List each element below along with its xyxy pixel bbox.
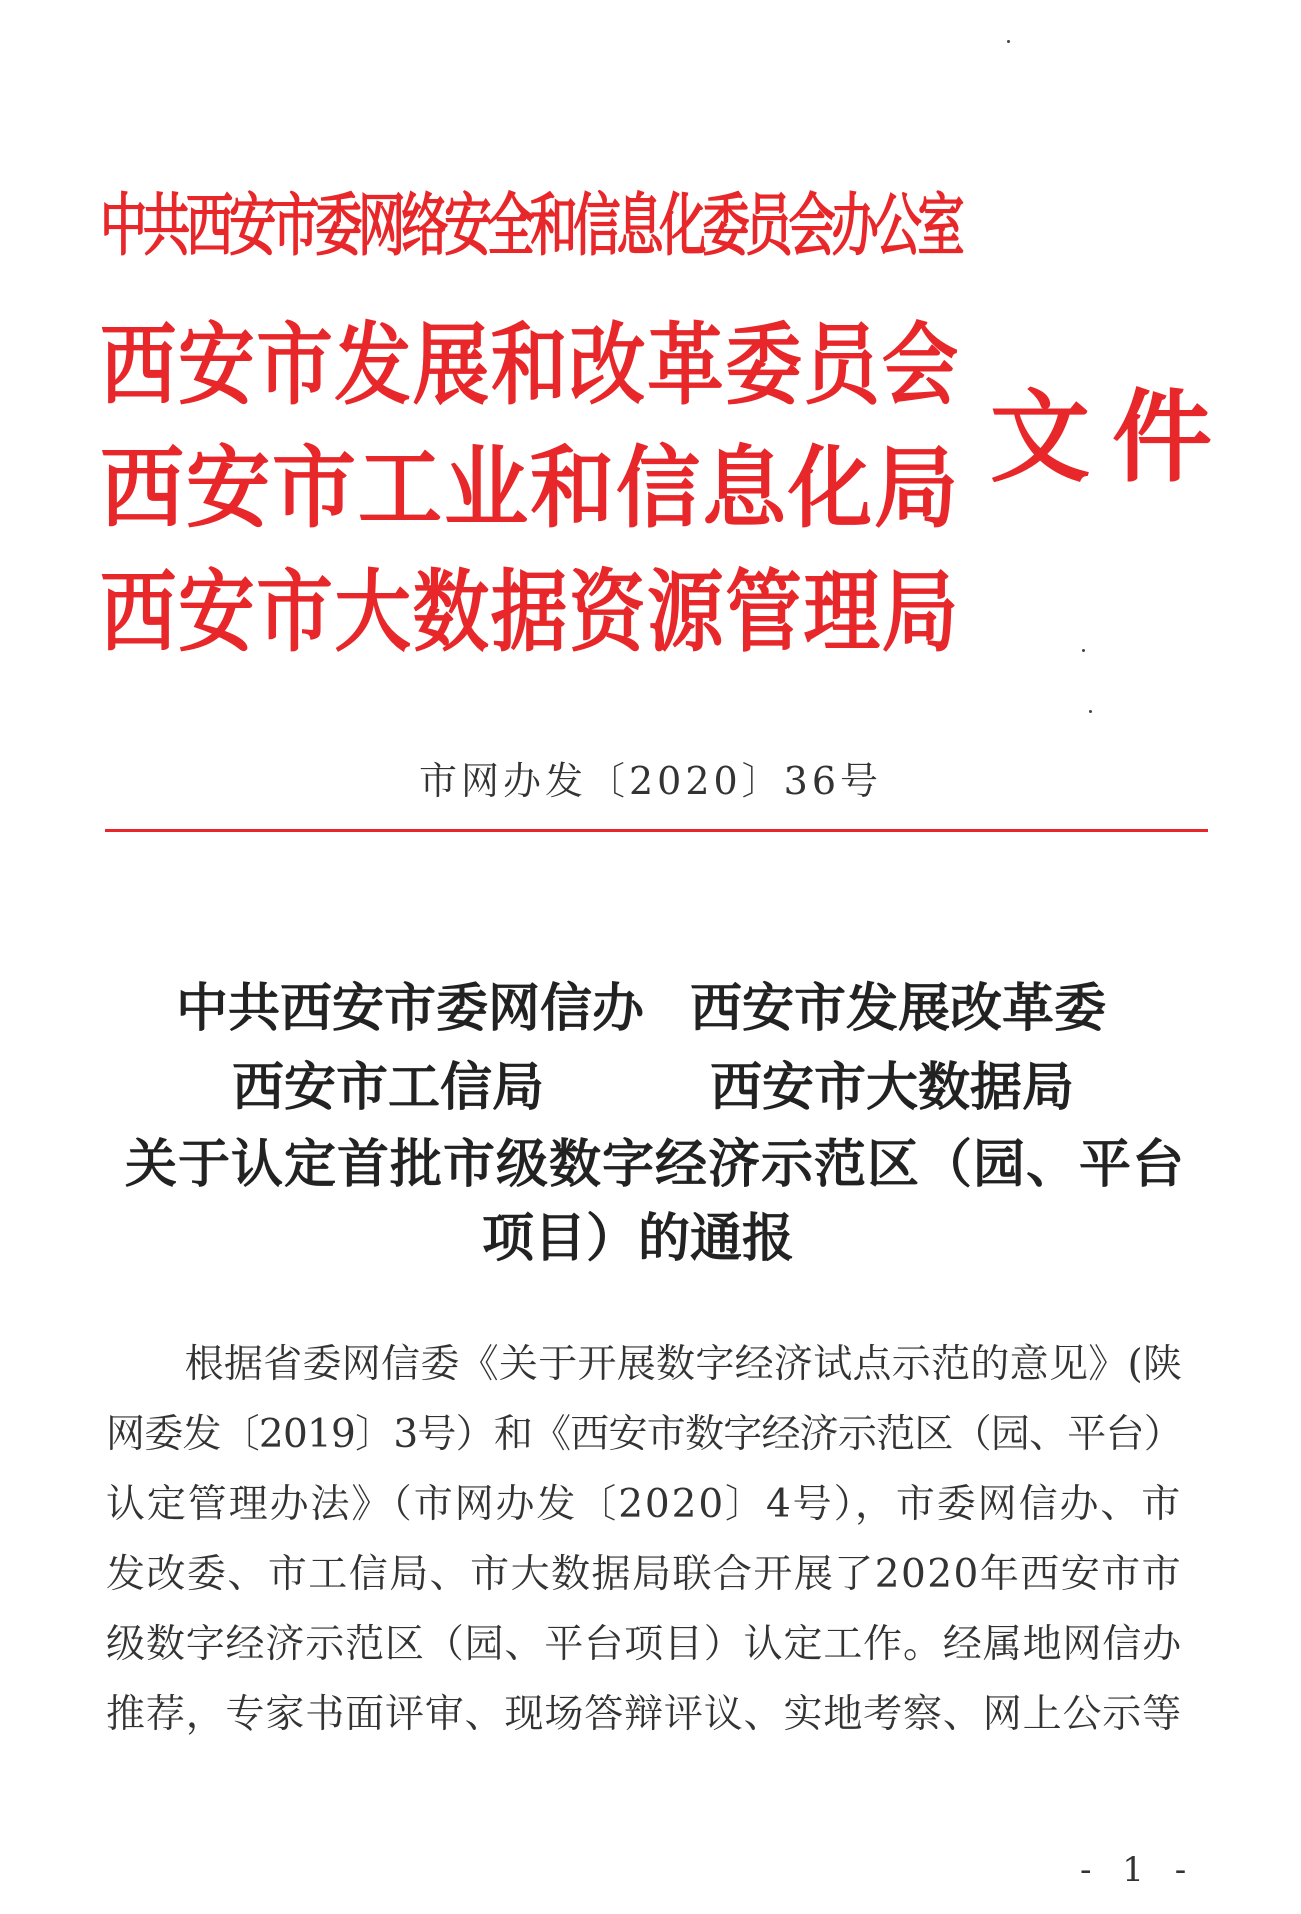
page-number: - 1 -	[1080, 1850, 1197, 1890]
scan-speck	[1089, 710, 1092, 713]
body-line: 推荐，专家书面评审、现场答辩评议、实地考察、网上公示等	[106, 1692, 1182, 1737]
document-number: 市网办发〔2020〕36号	[418, 759, 883, 803]
sender-name: 中共西安市委网信办	[176, 979, 645, 1039]
document-subject: 项目）的通报	[482, 1209, 795, 1269]
body-line: 认定管理办法》（市网办发〔2020〕4号），市委网信办、市	[106, 1482, 1183, 1527]
body-line: 发改委、市工信局、市大数据局联合开展了2020年西安市市	[106, 1552, 1183, 1597]
body-line: 级数字经济示范区（园、平台项目）认定工作。经属地网信办	[106, 1622, 1182, 1667]
sender-name: 西安市大数据局	[710, 1058, 1075, 1118]
body-line: 根据省委网信委《关于开展数字经济试点示范的意见》(陕	[106, 1342, 1183, 1387]
body-line: 网委发〔2019〕3号）和《西安市数字经济示范区（园、平台）	[106, 1412, 1182, 1457]
issuer-name: 西安市大数据资源管理局	[100, 560, 960, 664]
scan-speck	[1007, 40, 1010, 43]
document-subject: 关于认定首批市级数字经济示范区（园、平台	[125, 1135, 1186, 1195]
sender-name: 西安市工信局	[232, 1058, 545, 1118]
sender-name: 西安市发展改革委	[690, 979, 1107, 1039]
document-word: 文件	[990, 379, 1234, 496]
scan-speck	[1082, 649, 1085, 652]
red-divider	[105, 829, 1208, 832]
body-paragraph	[106, 1330, 1182, 1750]
issuer-name: 西安市工业和信息化局	[100, 436, 960, 540]
issuer-name: 西安市发展和改革委员会	[100, 313, 960, 417]
issuer-name: 中共西安市委网络安全和信息化委员会办公室	[100, 187, 961, 266]
